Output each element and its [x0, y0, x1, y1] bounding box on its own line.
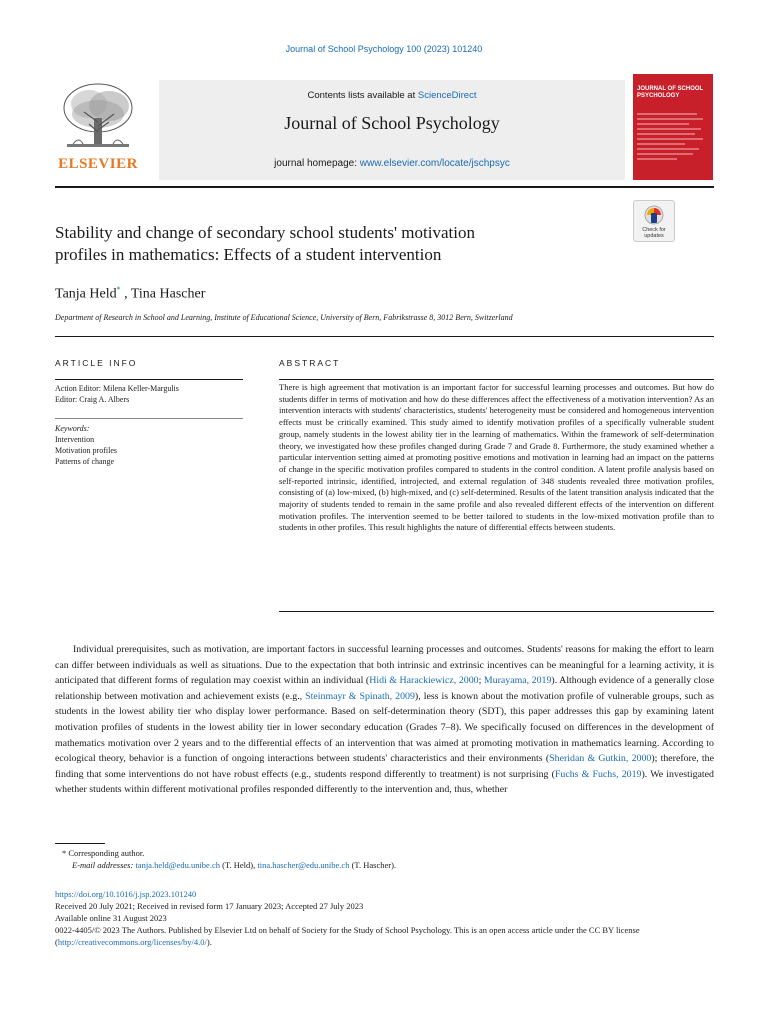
- email-held-name: (T. Held),: [219, 860, 258, 870]
- elsevier-wordmark: ELSEVIER: [58, 156, 138, 172]
- affiliation: Department of Research in School and Learning, Institute of Educational Science, University of Bern, Fabrikstrasse 8, 3012 Bern, Switzerland: [55, 313, 513, 322]
- editor: Editor: Craig A. Albers: [55, 395, 130, 404]
- email-held-link[interactable]: tanja.held@edu.unibe.ch: [135, 860, 220, 870]
- elsevier-logo: [55, 72, 141, 182]
- license-text-end: ).: [206, 937, 212, 947]
- email-label: E-mail addresses:: [72, 860, 136, 870]
- contents-prefix: Contents lists available at: [307, 90, 418, 101]
- license-text: 0022-4405/© 2023 The Authors. Published by Elsevier Ltd on behalf of Society for the Study of School Psychology. This is an open access article under the CC BY license (: [55, 925, 640, 947]
- title-line-1: Stability and change of secondary school students' motivation: [55, 223, 475, 242]
- article-metadata: [55, 888, 714, 948]
- cover-text-lines: [637, 110, 709, 170]
- keywords-label: Keywords:: [55, 424, 90, 433]
- cover-title: JOURNAL OF SCHOOL PSYCHOLOGY: [637, 86, 704, 99]
- keyword: Intervention: [55, 435, 95, 444]
- journal-citation[interactable]: Journal of School Psychology 100 (2023) 101240: [285, 44, 483, 54]
- contents-line: [159, 90, 625, 101]
- author-held[interactable]: Tanja Held: [55, 286, 117, 302]
- corresponding-author-note: * Corresponding author.: [62, 848, 145, 858]
- author-hascher[interactable]: Tina Hascher: [130, 286, 206, 302]
- body-text-segment: Individual prerequisites, such as motivation, are important factors in successful learning processes and outcomes. Students' reasons for making the effort to learn can differ between individuals as well as situations. Due to the expectation that both intrinsic and extrinsic incentives can be meaningful for a learning activity, it is anticipated that different forms of regulation may coexist within an individual (: [55, 644, 714, 687]
- body-text-segment: ), less is known about the motivation profile of vulnerable groups, such as students in the lowest ability tier who display lower performance. Based on self-determination theory (SDT), this paper addresses this gap by examining latent motivation profiles of students in the lowest ability tier in lower secondary education (Grades 7–8). We specifically focused on differences in the development of mathematics motivation over 2 years and to the differential effects of an intervention that was aimed at promoting motivation in mathematics learning. According to ecological theory, behavior is a function of ongoing interactions between students' characteristics and their environments (: [55, 690, 714, 765]
- abstract-heading: ABSTRACT: [279, 358, 341, 368]
- homepage-line: [159, 158, 625, 169]
- body-text-segment: ); therefore, the finding that some interventions do not have robust effects (e.g., students respond differently to treatment) is not surprising (: [55, 753, 714, 780]
- title-line-2: profiles in mathematics: Effects of a student intervention: [55, 245, 442, 264]
- journal-name: Journal of School Psychology: [284, 113, 500, 133]
- received-dates: Received 20 July 2021; Received in revised form 17 January 2023; Accepted 27 July 2023: [55, 901, 364, 911]
- author-list: [55, 285, 205, 303]
- editors-block: [55, 383, 243, 405]
- abstract-bottom-rule: [279, 611, 714, 612]
- journal-header: [55, 72, 714, 182]
- title-rule: [55, 336, 714, 337]
- citation-link[interactable]: Fuchs & Fuchs, 2019: [554, 768, 642, 780]
- license-link[interactable]: http://creativecommons.org/licenses/by/4.0/: [57, 937, 207, 947]
- keyword: Motivation profiles: [55, 446, 117, 455]
- body-text-segment: ;: [478, 675, 484, 687]
- citation-link[interactable]: Sheridan & Gutkin, 2000: [549, 753, 652, 765]
- journal-banner: [159, 80, 625, 180]
- body-text-segment: ). We investigated whether students within different motivational profiles responded differently to the intervention and, thus, whether: [55, 768, 714, 796]
- elsevier-tree-icon: [59, 82, 137, 154]
- sciencedirect-link[interactable]: ScienceDirect: [417, 90, 477, 101]
- keywords-rule: [55, 418, 243, 419]
- intro-paragraph: [55, 642, 714, 798]
- action-editor: Action Editor: Milena Keller-Margulis: [55, 384, 179, 393]
- article-info-heading: ARTICLE INFO: [55, 358, 138, 368]
- doi-link[interactable]: https://doi.org/10.1016/j.jsp.2023.101240: [55, 889, 197, 899]
- check-updates-icon: [644, 205, 664, 227]
- corresponding-mark[interactable]: *: [116, 285, 121, 294]
- journal-cover-thumbnail[interactable]: [633, 74, 713, 180]
- keyword: Patterns of change: [55, 457, 115, 466]
- body-text-segment: ). Although evidence of a generally close relationship between motivation and achievement exists (e.g.,: [55, 675, 714, 702]
- citation-link[interactable]: Hidi & Harackiewicz, 2000: [369, 675, 479, 687]
- footnote-rule: [55, 843, 105, 844]
- email-footnote: [72, 860, 396, 871]
- abstract-text: There is high agreement that motivation is an important factor for successful learning processes and outcomes. But how do students differ in terms of motivation and how do these differences affect the effectiveness of a motivation intervention? As an intervention interacts with students' characteristics, students' heterogeneity must be considered and homogeneous intervention effects must be critically examined. This study aimed to identify motivation profiles of a specifically vulnerable student group, namely students in the lowest ability tier in the learning of mathematics. Within the framework of self-determination theory, we investigated how these profiles changed during Grade 7 and Grade 8. Furthermore, the study examined whether a particular intervention setting aimed at promoting positive emotions and motivation in learning had an impact on the patterns of change in the specific motivation profiles compared to students in the control condition. A latent profile analysis based on self-reported intrinsic, identified, introjected, and external regulation of 348 students revealed three motivation profiles, consisting of (a) low-mixed, (b) high-mixed, and (c) self-determined. Results of the latent transition analysis indicated that the majority of students tended to remain in the same profile and also revealed different effects of the intervention on different motivation profiles. The intervention seemed to be better tailored to students in the low-mixed motivation profile than to students in other profiles. This result highlights the nature of differential effects between students.: [279, 382, 714, 533]
- citation-link[interactable]: Steinmayr & Spinath, 2009: [305, 690, 415, 702]
- header-rule: [55, 186, 714, 188]
- license-statement: [55, 924, 714, 948]
- check-updates-label: Check for updates: [642, 227, 666, 239]
- email-hascher-link[interactable]: tina.hascher@edu.unibe.ch: [257, 860, 350, 870]
- author-separator: ,: [120, 286, 131, 302]
- citation-link[interactable]: Murayama, 2019: [483, 675, 552, 687]
- abstract-rule: [279, 379, 714, 380]
- article-info-rule: [55, 379, 243, 380]
- keywords-block: [55, 423, 243, 467]
- check-for-updates-button[interactable]: [633, 200, 675, 242]
- homepage-link[interactable]: www.elsevier.com/locate/jschpsyc: [359, 158, 510, 169]
- email-hascher-name: (T. Hascher).: [349, 860, 397, 870]
- article-title: [55, 222, 615, 266]
- online-date: Available online 31 August 2023: [55, 913, 167, 923]
- homepage-prefix: journal homepage:: [274, 158, 360, 169]
